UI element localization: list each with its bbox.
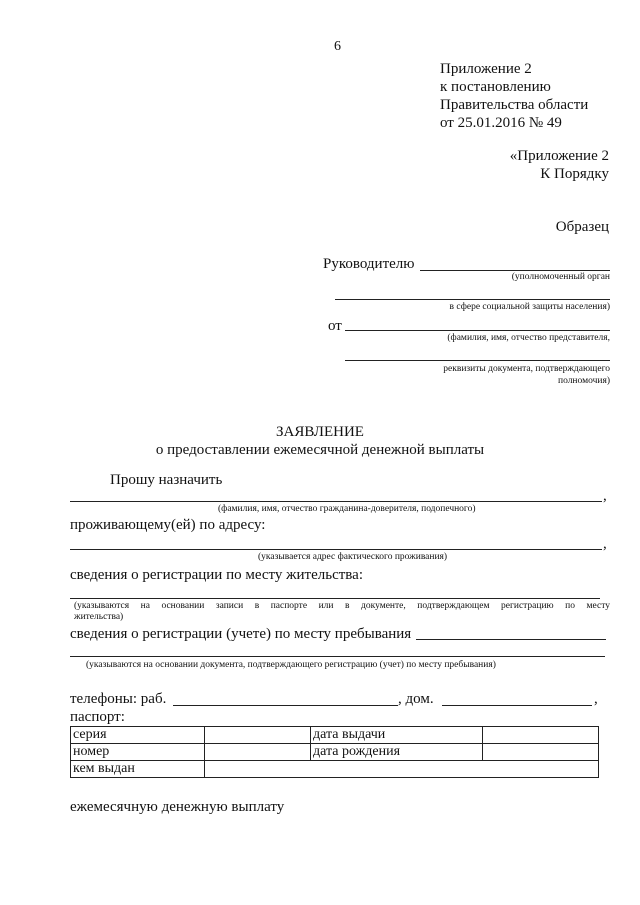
passport-label: паспорт: [70, 709, 125, 725]
head-label: Руководителю [323, 256, 415, 272]
hint-name: (фамилия, имя, отчество гражданина-доверителя, подопечного) [218, 504, 476, 514]
table-row [71, 727, 599, 744]
home-label: , дом. [398, 691, 434, 707]
hint-document: реквизиты документа, подтверждающего [443, 364, 610, 374]
series-value [205, 727, 311, 744]
name-line [70, 501, 602, 502]
annex-line-2: к постановлению [440, 79, 551, 95]
from-label: от [328, 318, 342, 334]
number-value [205, 744, 311, 761]
passport-table [70, 726, 599, 778]
address-line [70, 549, 602, 550]
from-line [345, 330, 610, 331]
sample-label: Образец [555, 219, 609, 235]
annex-line-3: Правительства области [440, 97, 589, 113]
footer-text: ежемесячную денежную выплату [70, 799, 285, 815]
birth-date-label: дата рождения [311, 744, 483, 761]
hint-registration-1: (указываются на основании записи в паспорте или в документе, подтверждающем регистрацию по месту [74, 601, 610, 611]
request-text: Прошу назначить [110, 472, 223, 488]
hint-registration-2: жительства) [74, 612, 124, 622]
document-title: ЗАЯВЛЕНИЕ [276, 424, 364, 440]
annex2-line-1: «Приложение 2 [509, 148, 609, 164]
hint-representative: (фамилия, имя, отчество представителя, [447, 333, 610, 343]
comma-2: , [603, 536, 607, 552]
birth-date-value [483, 744, 599, 761]
page-number: 6 [334, 39, 341, 54]
registration-residence-line [70, 598, 600, 599]
annex-line-4: от 25.01.2016 № 49 [440, 115, 562, 131]
hint-authority: (уполномоченный орган [511, 272, 610, 282]
annex-line-1: Приложение 2 [440, 61, 532, 77]
series-label: серия [71, 727, 205, 744]
document-subtitle: о предоставлении ежемесячной денежной выплаты [155, 442, 485, 458]
table-row [71, 744, 599, 761]
work-phone-line [173, 705, 398, 706]
home-phone-line [442, 705, 592, 706]
issue-date-value [483, 727, 599, 744]
table-row [71, 761, 599, 778]
head-line [420, 270, 610, 271]
issued-by-label: кем выдан [71, 761, 205, 778]
representative-line [345, 360, 610, 361]
issue-date-label: дата выдачи [311, 727, 483, 744]
hint-stay: (указываются на основании документа, подтверждающего регистрацию (учет) по месту пребывания) [86, 660, 496, 670]
number-label: номер [71, 744, 205, 761]
registration-stay-label: сведения о регистрации (учете) по месту пребывания [70, 626, 412, 642]
comma-3: , [594, 691, 598, 707]
registration-stay-line [416, 639, 606, 640]
hint-authority-proof: полномочия) [557, 376, 610, 386]
hint-address: (указывается адрес фактического проживания) [258, 552, 448, 562]
registration-stay-line-2 [70, 656, 605, 657]
issued-by-value [205, 761, 599, 778]
comma-1: , [603, 488, 607, 504]
hint-social-protection: в сфере социальной защиты населения) [449, 302, 610, 312]
annex2-line-2: К Порядку [540, 166, 609, 182]
residing-label: проживающему(ей) по адресу: [70, 517, 266, 533]
registration-residence-label: сведения о регистрации по месту жительства: [70, 567, 363, 583]
phones-label: телефоны: раб. [70, 691, 167, 707]
authority-line [335, 299, 610, 300]
